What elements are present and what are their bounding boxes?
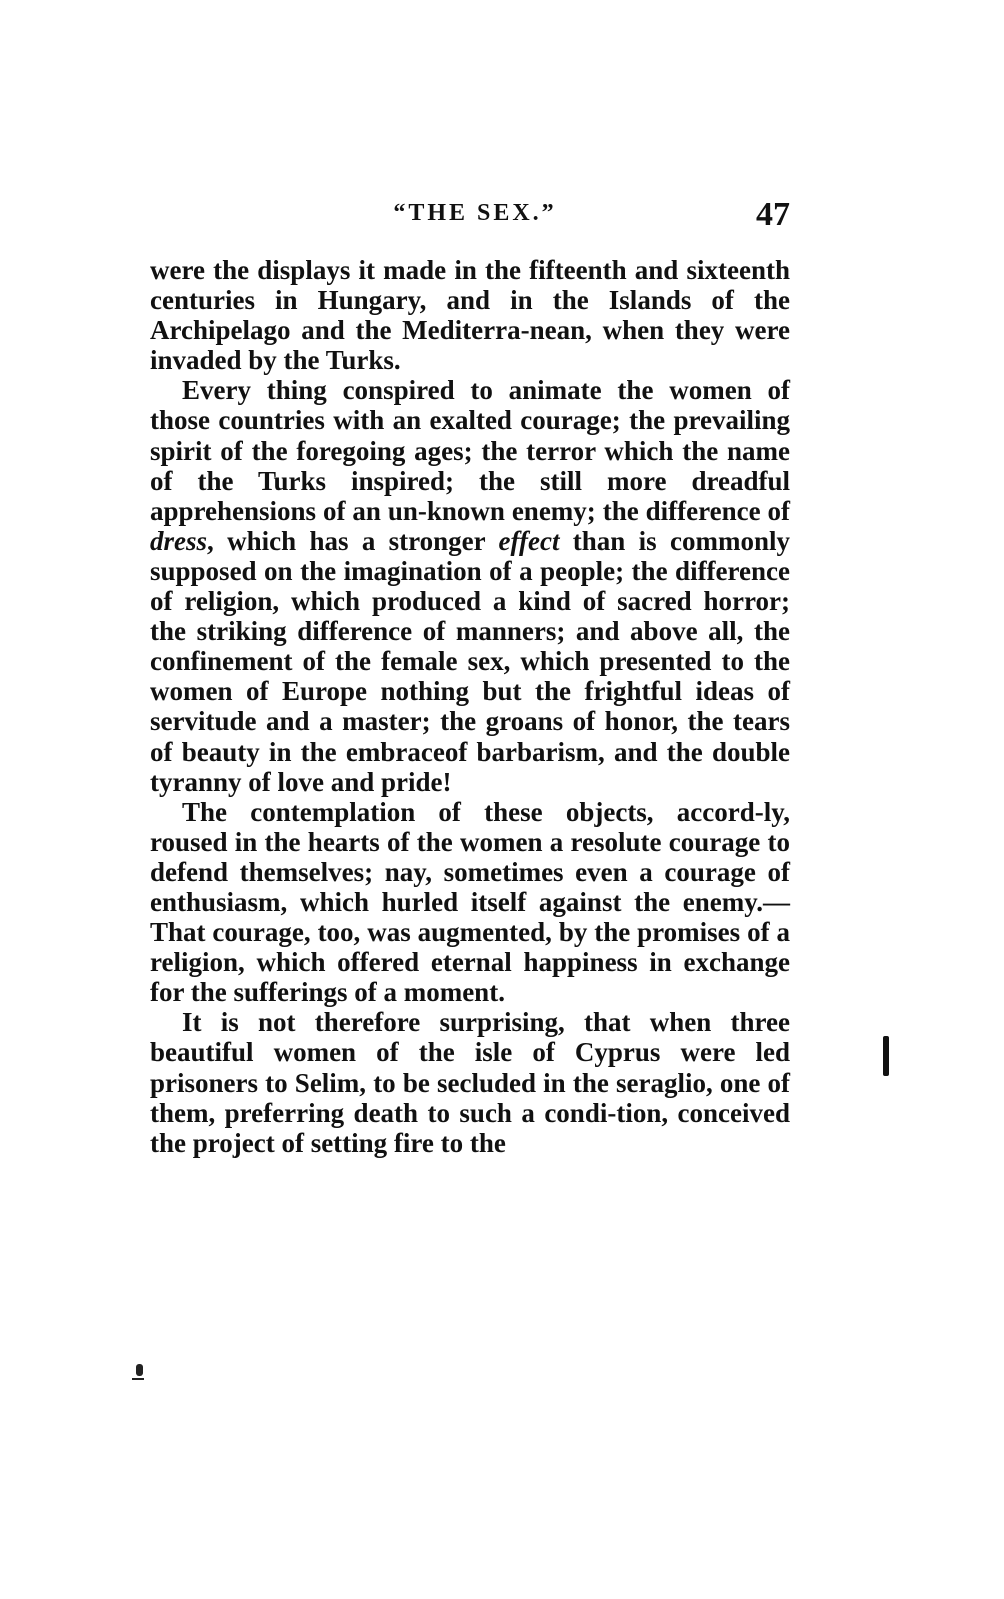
text-segment: It is not therefore surprising, that when three beautiful women of the isle of Cyprus were led prisoners to Selim, to be secluded in the seraglio, one of them, preferring death to such a condi-tion, conceived the project of setting fire to the bbox=[150, 1007, 790, 1158]
text-segment: Every thing conspired to animate the women of those countries with an exalted courage; the prevailing spirit of the foregoing ages; the terror which the name of the Turks inspired; the still more dreadful apprehensions of an un-known enemy; the difference of bbox=[150, 375, 790, 526]
text-segment: than is commonly supposed on the imagination of a people; the difference of religion, which produced a kind of sacred horror; the striking difference of manners; and above all, the confinement of the female sex, which presented to the women of Europe nothing but the frightful ideas of servitude and a master; the groans of honor, the tears of beauty in the embraceof barbarism, and the double tyranny of love and pride! bbox=[150, 525, 790, 797]
paragraph-4 bbox=[150, 1007, 790, 1157]
paragraph-1 bbox=[150, 255, 790, 375]
body-text bbox=[150, 255, 790, 1158]
paragraph-3 bbox=[150, 797, 790, 1008]
ink-smudge-icon bbox=[132, 1360, 146, 1382]
text-segment: were the displays it made in the fifteenth and sixteenth centuries in Hungary, and in the Islands of the Archipelago and the Mediterra-nean, when they were invaded by the Turks. bbox=[150, 255, 790, 376]
running-head bbox=[150, 196, 800, 240]
page-number: 47 bbox=[756, 196, 790, 233]
margin-mark-icon bbox=[883, 1036, 889, 1076]
running-title: “THE SEX.” bbox=[393, 200, 557, 226]
italic-text: effect bbox=[498, 525, 560, 556]
text-segment: , which has a stronger bbox=[207, 525, 499, 556]
paragraph-2 bbox=[150, 375, 790, 796]
text-segment: The contemplation of these objects, accord-ly, roused in the hearts of the women a resolute courage to defend themselves; nay, sometimes even a courage of enthusiasm, which hurled itself against the enemy.—That courage, too, was augmented, by the promises of a religion, which offered eternal happiness in exchange for the sufferings of a moment. bbox=[150, 796, 790, 1008]
italic-text: dress bbox=[150, 525, 208, 556]
